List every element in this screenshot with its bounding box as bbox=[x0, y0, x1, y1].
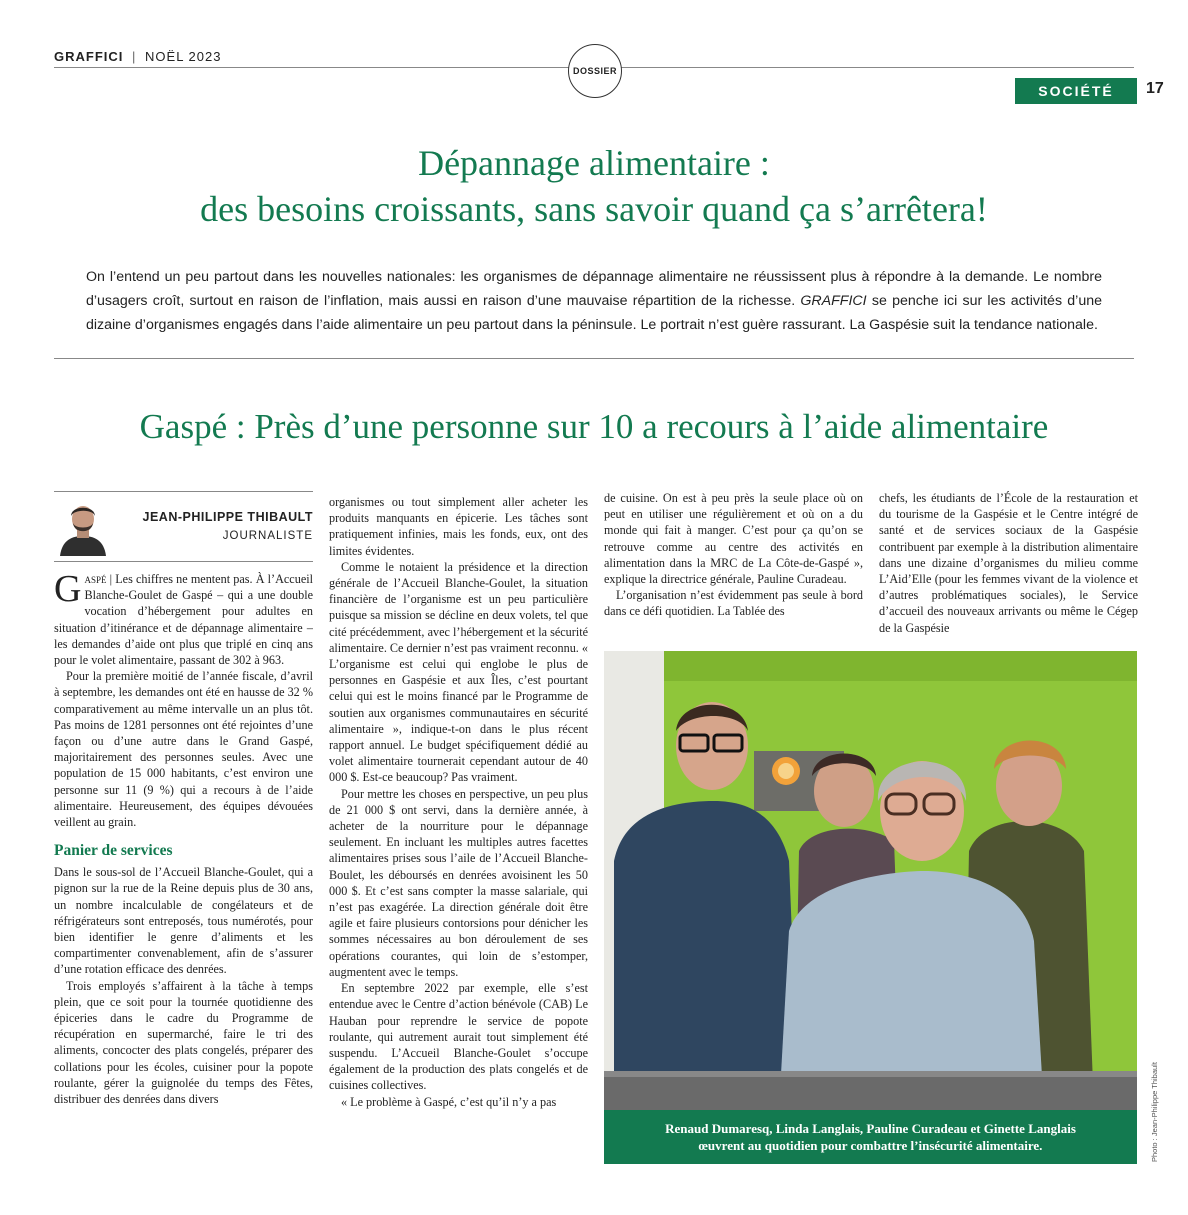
intro-emphasis: GRAFFICI bbox=[800, 293, 867, 309]
caption-line-2: œuvrent au quotidien pour combattre l’insécurité alimentaire. bbox=[698, 1138, 1043, 1153]
photo-caption bbox=[604, 1110, 1137, 1164]
group-photo bbox=[604, 651, 1137, 1110]
author-avatar bbox=[54, 496, 112, 556]
page-number: 17 bbox=[1146, 80, 1164, 97]
publication-name: GRAFFICI bbox=[54, 49, 124, 64]
article-headline: Gaspé : Près d’une personne sur 10 a recours à l’aide alimentaire bbox=[139, 407, 1049, 446]
title-line-2: des besoins croissants, sans savoir quand ça s’arrêtera! bbox=[200, 189, 988, 229]
photo-credit: Photo : Jean-Philippe Thibault bbox=[1150, 1062, 1159, 1162]
article-paragraph: Pour mettre les choses en perspective, un peu plus de 21 000 $ ont servi, dans la dernière année, à acheter de la nourriture pour le dépannage seulement. En incluant les multiples autres facettes alimentaires prises sous l’aile de l’Accueil Blanche-Boulet, les déboursés en denrées avoisinent les 50 000 $. Et c’est sans compter la masse salariale, qui n’est pas exagérée. La direction générale doit être agile et faire plusieurs contorsions pour dénicher les sommes nécessaires au bon déroulement de ses opérations courantes, qui loin de s’estomper, augmentent avec le temps. bbox=[329, 786, 588, 979]
article-column-4 bbox=[879, 490, 1138, 640]
article-paragraph: Pour la première moitié de l’année fiscale, d’avril à septembre, les demandes ont été en hausse de 32 % comparativement au même intervalle un an plus tôt. Pas moins de 1281 personnes ont été rejointes d’une façon ou d’une autre dans le Grand Gaspé, majoritairement des personnes seules. Avec une population de 15 000 habitants, c’est environ une personne sur 11 (9 %) qui a recours à de l’aide alimentaire. Heureusement, des équipes dévouées veillent au grain. bbox=[54, 669, 313, 830]
article-paragraph: Trois employés s’affairent à la tâche à temps plein, que ce soit pour la tournée quotidienne des épiceries dans le cadre du Programme de récupération en supermarché, faire le tri des aliments, concocter des plats congelés, préparer des collations pour les écoles, cuisiner pour la popote roulante, gérer la guignolée du temps des Fêtes, distribuer des denrées dans divers bbox=[54, 978, 313, 1107]
article-paragraph: « Le problème à Gaspé, c’est qu’il n’y a pas bbox=[341, 1094, 557, 1109]
intro-paragraph bbox=[86, 265, 1102, 337]
paragraph-text: | Les chiffres ne mentent pas. À l’Accueil Blanche-Goulet de Gaspé – qui a une double vocation d’hébergement pour adultes en situation d’itinérance et de dépannage alimentaire – les demandes d’aide ont plus que triplé en cinq ans pour le volet alimentaire, passant de 302 à 963. bbox=[54, 572, 313, 668]
article-column-2 bbox=[329, 494, 588, 1164]
drop-cap: G bbox=[54, 571, 82, 610]
article-paragraph: L’organisation n’est évidemment pas seule à bord dans ce défi quotidien. La Tablée des bbox=[604, 588, 863, 619]
page-title bbox=[54, 140, 1134, 232]
article-paragraph bbox=[54, 571, 313, 668]
section-subhead: Panier de services bbox=[54, 842, 173, 860]
author-name: JEAN-PHILIPPE THIBAULT bbox=[142, 510, 313, 524]
issue-label: NOËL 2023 bbox=[145, 49, 222, 64]
article-paragraph: chefs, les étudiants de l’École de la restauration et du tourisme de la Gaspésie et le Centre intégré de santé et de services sociaux de la Gaspésie contribuent par exemple à la distribution alimentaire dans une dizaine d’organismes du milieu comme L’Aid’Elle (pour les femmes vivant de la violence et d’autres problématiques sociales), le Service d’accueil des nouveaux arrivants ou même le Cégep de la Gaspésie bbox=[879, 491, 1138, 635]
lead-small-caps: aspé bbox=[84, 572, 107, 586]
intro-text-end: se penche ici sur les activités d’une dizaine d’organismes engagés dans l’aide alimentaire un peu partout dans la péninsule. Le portrait n’est guère rassurant. La Gaspésie suit la tendance nationale. bbox=[86, 293, 1102, 333]
article-column-1 bbox=[54, 571, 313, 1161]
section-tag: SOCIÉTÉ bbox=[1015, 78, 1137, 104]
byline-top-rule bbox=[54, 491, 313, 492]
author-role: JOURNALISTE bbox=[222, 530, 313, 542]
dossier-badge: DOSSIER bbox=[568, 44, 622, 98]
article-paragraph: Dans le sous-sol de l’Accueil Blanche-Goulet, qui a pignon sur la rue de la Reine depuis plus de 30 ans, un nombre incalculable de congélateurs et de réfrigérateurs sont entreposés, tous numérotés, pour bien identifier le genre d’aliments et les compartimenter convenablement, afin de s’assurer d’une rotation efficace des denrées. bbox=[54, 865, 313, 977]
article-paragraph: Comme le notaient la présidence et la direction générale de l’Accueil Blanche-Goulet, la situation financière de l’organisme est un peu particulière puisque sa mission se décline en deux volets, tel que cité précédemment, avec l’hébergement et la sécurité alimentaire. Ce dernier n’est pas vraiment reconnu. « L’organisme est celui qui englobe le plus de personnes en Gaspésie et aux Îles, c’est pourtant celui qui est le moins financé par le Programme de soutien aux organismes communautaires en sécurité alimentaire », indique-t-on dans le plus récent rapport annuel. Le budget spécifiquement dédié au volet alimentaire tournerait cependant autour de 40 000 $. Est-ce beaucoup? Pas vraiment. bbox=[329, 559, 588, 785]
article-column-3 bbox=[604, 490, 863, 640]
running-header bbox=[54, 49, 221, 64]
title-line-1: Dépannage alimentaire : bbox=[418, 143, 770, 183]
byline-bottom-rule bbox=[54, 561, 313, 562]
intro-text-start: On l’entend un peu partout dans les nouvelles nationales: les organismes de dépannage alimentaire ne réussissent plus à répondre à la demande. Le nombre d’usagers croît, surtout en raison de l’inflation, mais aussi en raison d’une mauvaise répartition de la richesse. bbox=[86, 269, 1102, 309]
intro-divider bbox=[54, 358, 1134, 359]
article-paragraph: de cuisine. On est à peu près la seule place où on peut en utiliser une régulièrement et où on a du monde qui fait à manger. C’est pour ça qu’on se retrouve comme au centre des activités en alimentation dans la MRC de La Côte-de-Gaspé », explique la directrice générale, Pauline Curadeau. bbox=[604, 491, 863, 587]
caption-line-1: Renaud Dumaresq, Linda Langlais, Pauline Curadeau et Ginette Langlais bbox=[665, 1121, 1076, 1136]
article-paragraph: En septembre 2022 par exemple, elle s’est entendue avec le Centre d’action bénévole (CAB) Le Hauban pour reprendre le service de popote roulante, qui autrement aurait tout simplement été suspendu. L’Accueil Blanche-Goulet s’occupe également de la production des plats congelés et de cuisines collectives. bbox=[329, 981, 588, 1093]
header-separator: | bbox=[132, 49, 137, 64]
article-paragraph: organismes ou tout simplement aller acheter les produits manquants en épicerie. Les tâches sont pratiquement infinies, mais les fonds, eux, ont des limites évidentes. bbox=[329, 495, 588, 558]
